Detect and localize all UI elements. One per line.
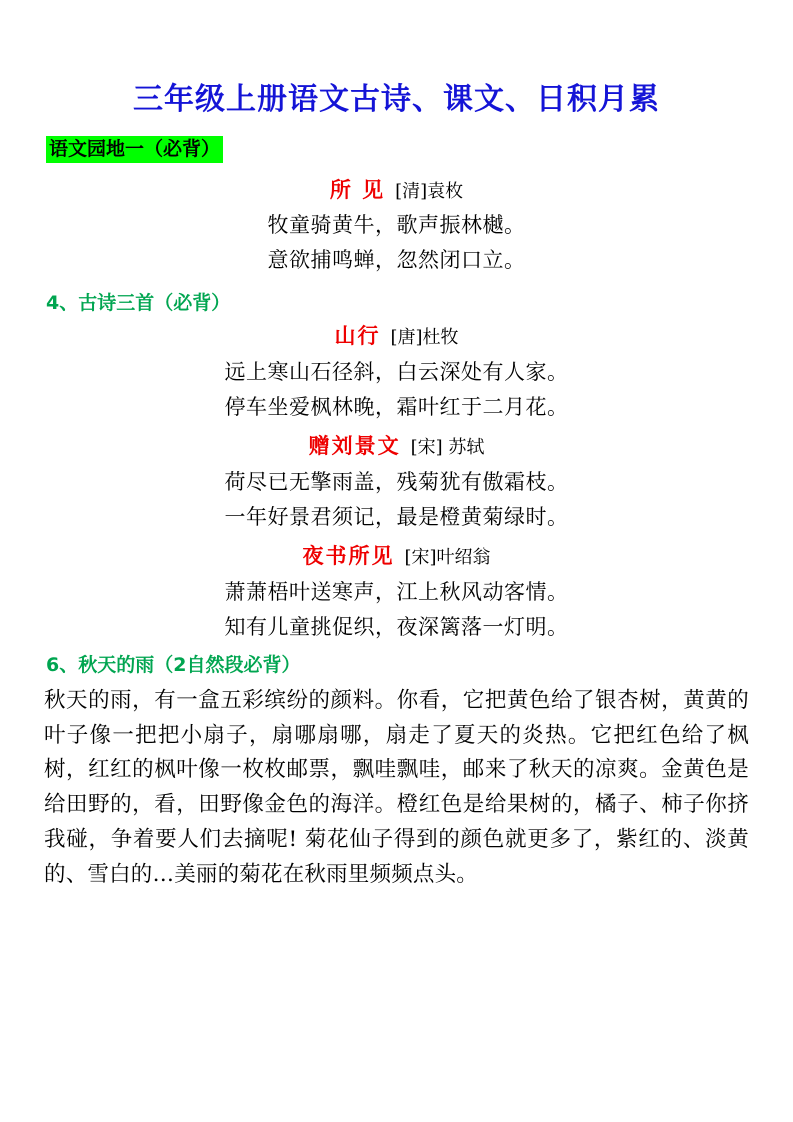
page-title: 三年级上册语文古诗、课文、日积月累 xyxy=(133,82,660,117)
poem-line: 远上寒山石径斜，白云深处有人家。 xyxy=(224,359,569,384)
section-body-text: 秋天的雨，有一盒五彩缤纷的颜料。你看，它把黄色给了银杏树，黄黄的叶子像一把把小扇子，扇哪扇哪，扇走了夏天的炎热。它把红色给了枫树，红红的枫叶像一枚枚邮票，飘哇飘哇，邮来了秋天的凉爽。金黄色是给田野的，看，田野像金色的海洋。橙红色是给果树的，橘子、柿子你挤我碰，争着要人们去摘呢! 菊花仙子得到的颜色就更多了，紫红的、淡黄的、雪白的…美丽的菊花在秋雨里频频点头。 xyxy=(44,687,749,887)
poem-header-zengliujingwen xyxy=(44,432,749,461)
spacer xyxy=(44,645,749,647)
poem-line: 意欲捕鸣蝉，忽然闭口立。 xyxy=(267,248,526,273)
poem-author: [宋]叶绍翁 xyxy=(404,547,491,569)
poem-title: 夜书所见 xyxy=(302,544,395,569)
section-heading: 语文园地一（必背） xyxy=(46,136,223,163)
poem-author: [唐]杜牧 xyxy=(390,327,459,349)
section-heading: 6、秋天的雨（2自然段必背） xyxy=(46,654,301,677)
section-heading: 4、古诗三首（必背） xyxy=(46,291,231,314)
poem-line: 一年好景君须记，最是橙黄菊绿时。 xyxy=(224,504,569,529)
poem-line: 荷尽已无擎雨盖，残菊犹有傲霜枝。 xyxy=(224,469,569,494)
poem-author: [清]袁枚 xyxy=(395,180,464,202)
poem-title: 山行 xyxy=(334,324,381,349)
poem-title: 赠刘景文 xyxy=(308,434,401,459)
poem-header-shanxing xyxy=(44,322,749,351)
poem-author: [宋] 苏轼 xyxy=(410,437,485,459)
poem-line: 牧童骑黄牛，歌声振林樾。 xyxy=(267,213,526,238)
poem-title: 所 见 xyxy=(329,177,386,202)
poem-line: 停车坐爱枫林晚，霜叶红于二月花。 xyxy=(224,394,569,419)
section-gushi-sanshou xyxy=(44,291,749,645)
poem-line: 萧萧梧叶送寒声，江上秋风动客情。 xyxy=(224,579,569,604)
poem-line: 知有儿童挑促织，夜深篱落一灯明。 xyxy=(224,614,569,639)
section-qiutian-de-yu xyxy=(44,653,749,893)
section-yuwenyuandi-1 xyxy=(44,130,749,279)
poem-header-suojian xyxy=(44,176,749,205)
spacer xyxy=(44,279,749,285)
poem-header-yeshusuojian xyxy=(44,542,749,571)
section-heading-wrapper xyxy=(44,130,749,169)
